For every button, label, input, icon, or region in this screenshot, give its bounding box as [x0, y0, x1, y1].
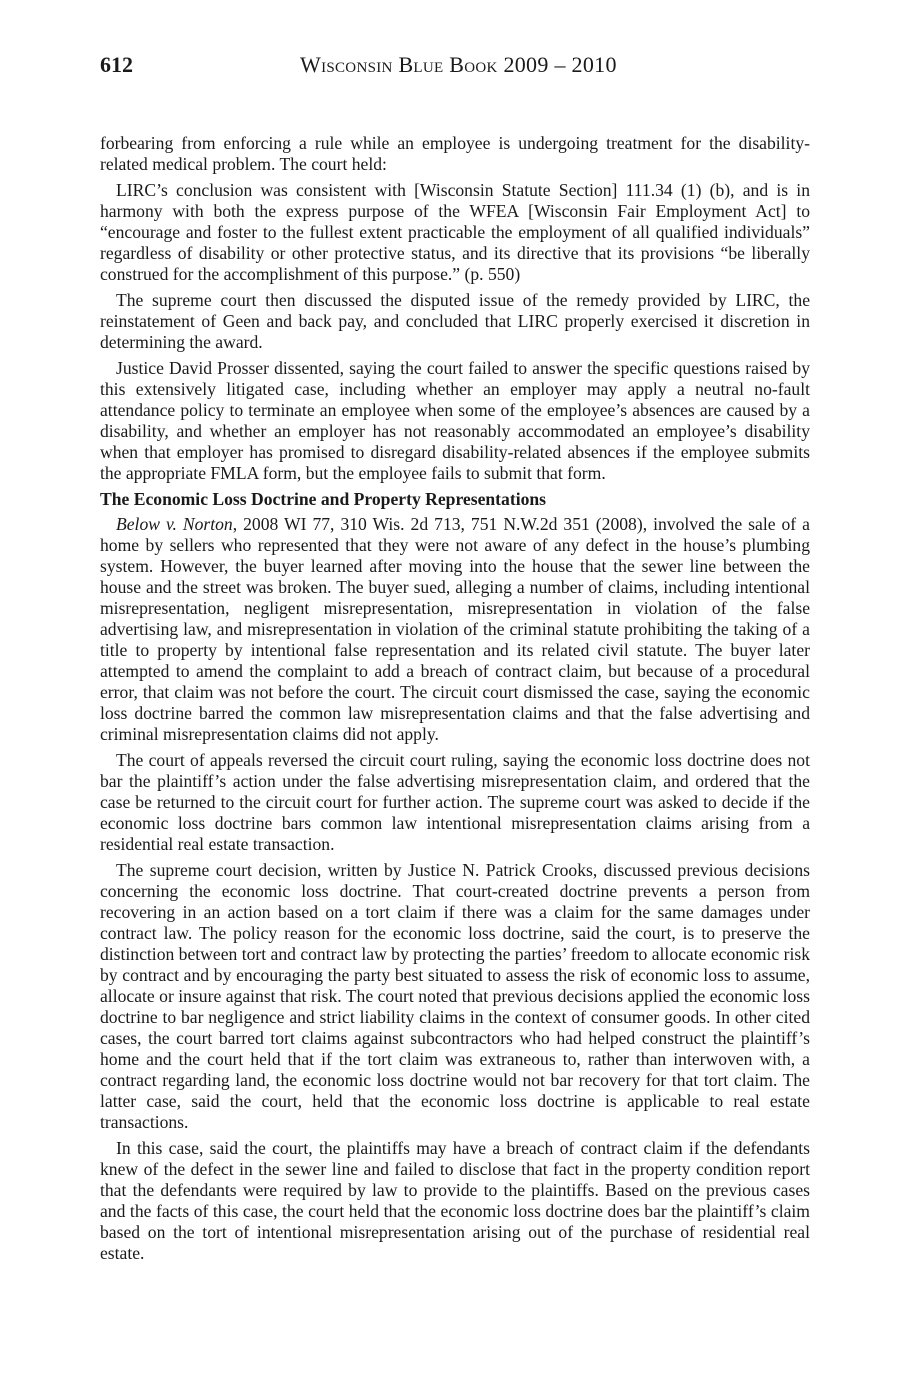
paragraph-appeals: The court of appeals reversed the circuit court ruling, saying the economic loss doctrine does not bar the plaintiff’s action under the false advertising misrepresentation claim, and ordered that the case be returned to the circuit court for further action. The supreme court was asked to decide if the economic loss doctrine bars common law intentional misrepresentation claims arising from a residential real estate transaction.	[100, 750, 810, 854]
paragraph-holding: In this case, said the court, the plaintiffs may have a breach of contract claim if the defendants knew of the defect in the sewer line and failed to disclose that fact in the property condition report that the defendants were required by law to provide to the plaintiffs. Based on the previous cases and the facts of this case, the court held that the economic loss doctrine does bar the plaintiff’s claim based on the tort of intentional misrepresentation arising out of the purchase of residential real estate.	[100, 1138, 810, 1263]
case-name: Below v. Norton	[116, 514, 233, 534]
page-body	[100, 133, 810, 1269]
paragraph-dissent: Justice David Prosser dissented, saying the court failed to answer the specific questions raised by this extensively litigated case, including whether an employer may apply a neutral no-fault attendance policy to terminate an employee when some of the employee’s absences are caused by a disability, and whether an employer has not reasonably accommodated an employee’s disability when that employer has promised to disregard disability-related absences if the employee submits the appropriate FMLA form, but the employee fails to submit that form.	[100, 358, 810, 483]
case-intro-text: , 2008 WI 77, 310 Wis. 2d 713, 751 N.W.2d 351 (2008), involved the sale of a home by sellers who represented that they were not aware of any defect in the house’s plumbing system. However, the buyer learned after moving into the house that the sewer line between the house and the street was broken. The buyer sued, alleging a number of claims, including intentional misrepresentation, negligent misrepresentation, misrepresentation in violation of the false advertising law, and misrepresentation in violation of the criminal statute prohibiting the taking of a title to property by intentional false representation and its related civil statute. The buyer later attempted to amend the complaint to add a breach of contract claim, but because of a procedural error, that claim was not before the court. The circuit court dismissed the case, saying the economic loss doctrine barred the common law misrepresentation claims and that the false advertising and criminal misrepresentation claims did not apply.	[100, 514, 810, 744]
section-heading: The Economic Loss Doctrine and Property Representations	[100, 489, 547, 509]
paragraph-continued: forbearing from enforcing a rule while an employee is undergoing treatment for the disability-related medical problem. The court held:	[100, 133, 810, 174]
paragraph-decision: The supreme court decision, written by Justice N. Patrick Crooks, discussed previous decisions concerning the economic loss doctrine. That court-created doctrine prevents a person from recovering in an action based on a tort claim if there was a claim for the same damages under contract law. The policy reason for the economic loss doctrine, said the court, is to preserve the distinction between tort and contract law by protecting the parties’ freedom to allocate economic risk by contract and by encouraging the party best situated to assess the risk of economic loss to assume, allocate or insure against that risk. The court noted that previous decisions applied the economic loss doctrine to bar negligence and strict liability claims in the context of consumer goods. In other cited cases, the court barred tort claims against subcontractors who had helped construct the plaintiff’s home and the court held that if the tort claim was extraneous to, rather than interwoven with, a contract regarding land, the economic loss doctrine would not bar recovery for that tort claim. The latter case, said the court, held that the economic loss doctrine is applicable to real estate transactions.	[100, 860, 811, 1132]
block-quote: LIRC’s conclusion was consistent with [Wisconsin Statute Section] 111.34 (1) (b), and is in harmony with both the express purpose of the WFEA [Wisconsin Fair Employment Act] to “encourage and foster to the fullest extent practicable the employment of all qualified individuals” regardless of disability or other protective status, and its directive that its provisions “be liberally construed for the accomplishment of this purpose.” (p. 550)	[100, 180, 810, 284]
running-title: Wisconsin Blue Book 2009 – 2010	[300, 52, 617, 77]
page-number: 612	[100, 52, 133, 77]
page-header	[100, 52, 810, 82]
paragraph-remedy: The supreme court then discussed the disputed issue of the remedy provided by LIRC, the reinstatement of Geen and back pay, and concluded that LIRC properly exercised it discretion in determining the award.	[100, 290, 810, 352]
paragraph-case-intro	[100, 514, 810, 745]
